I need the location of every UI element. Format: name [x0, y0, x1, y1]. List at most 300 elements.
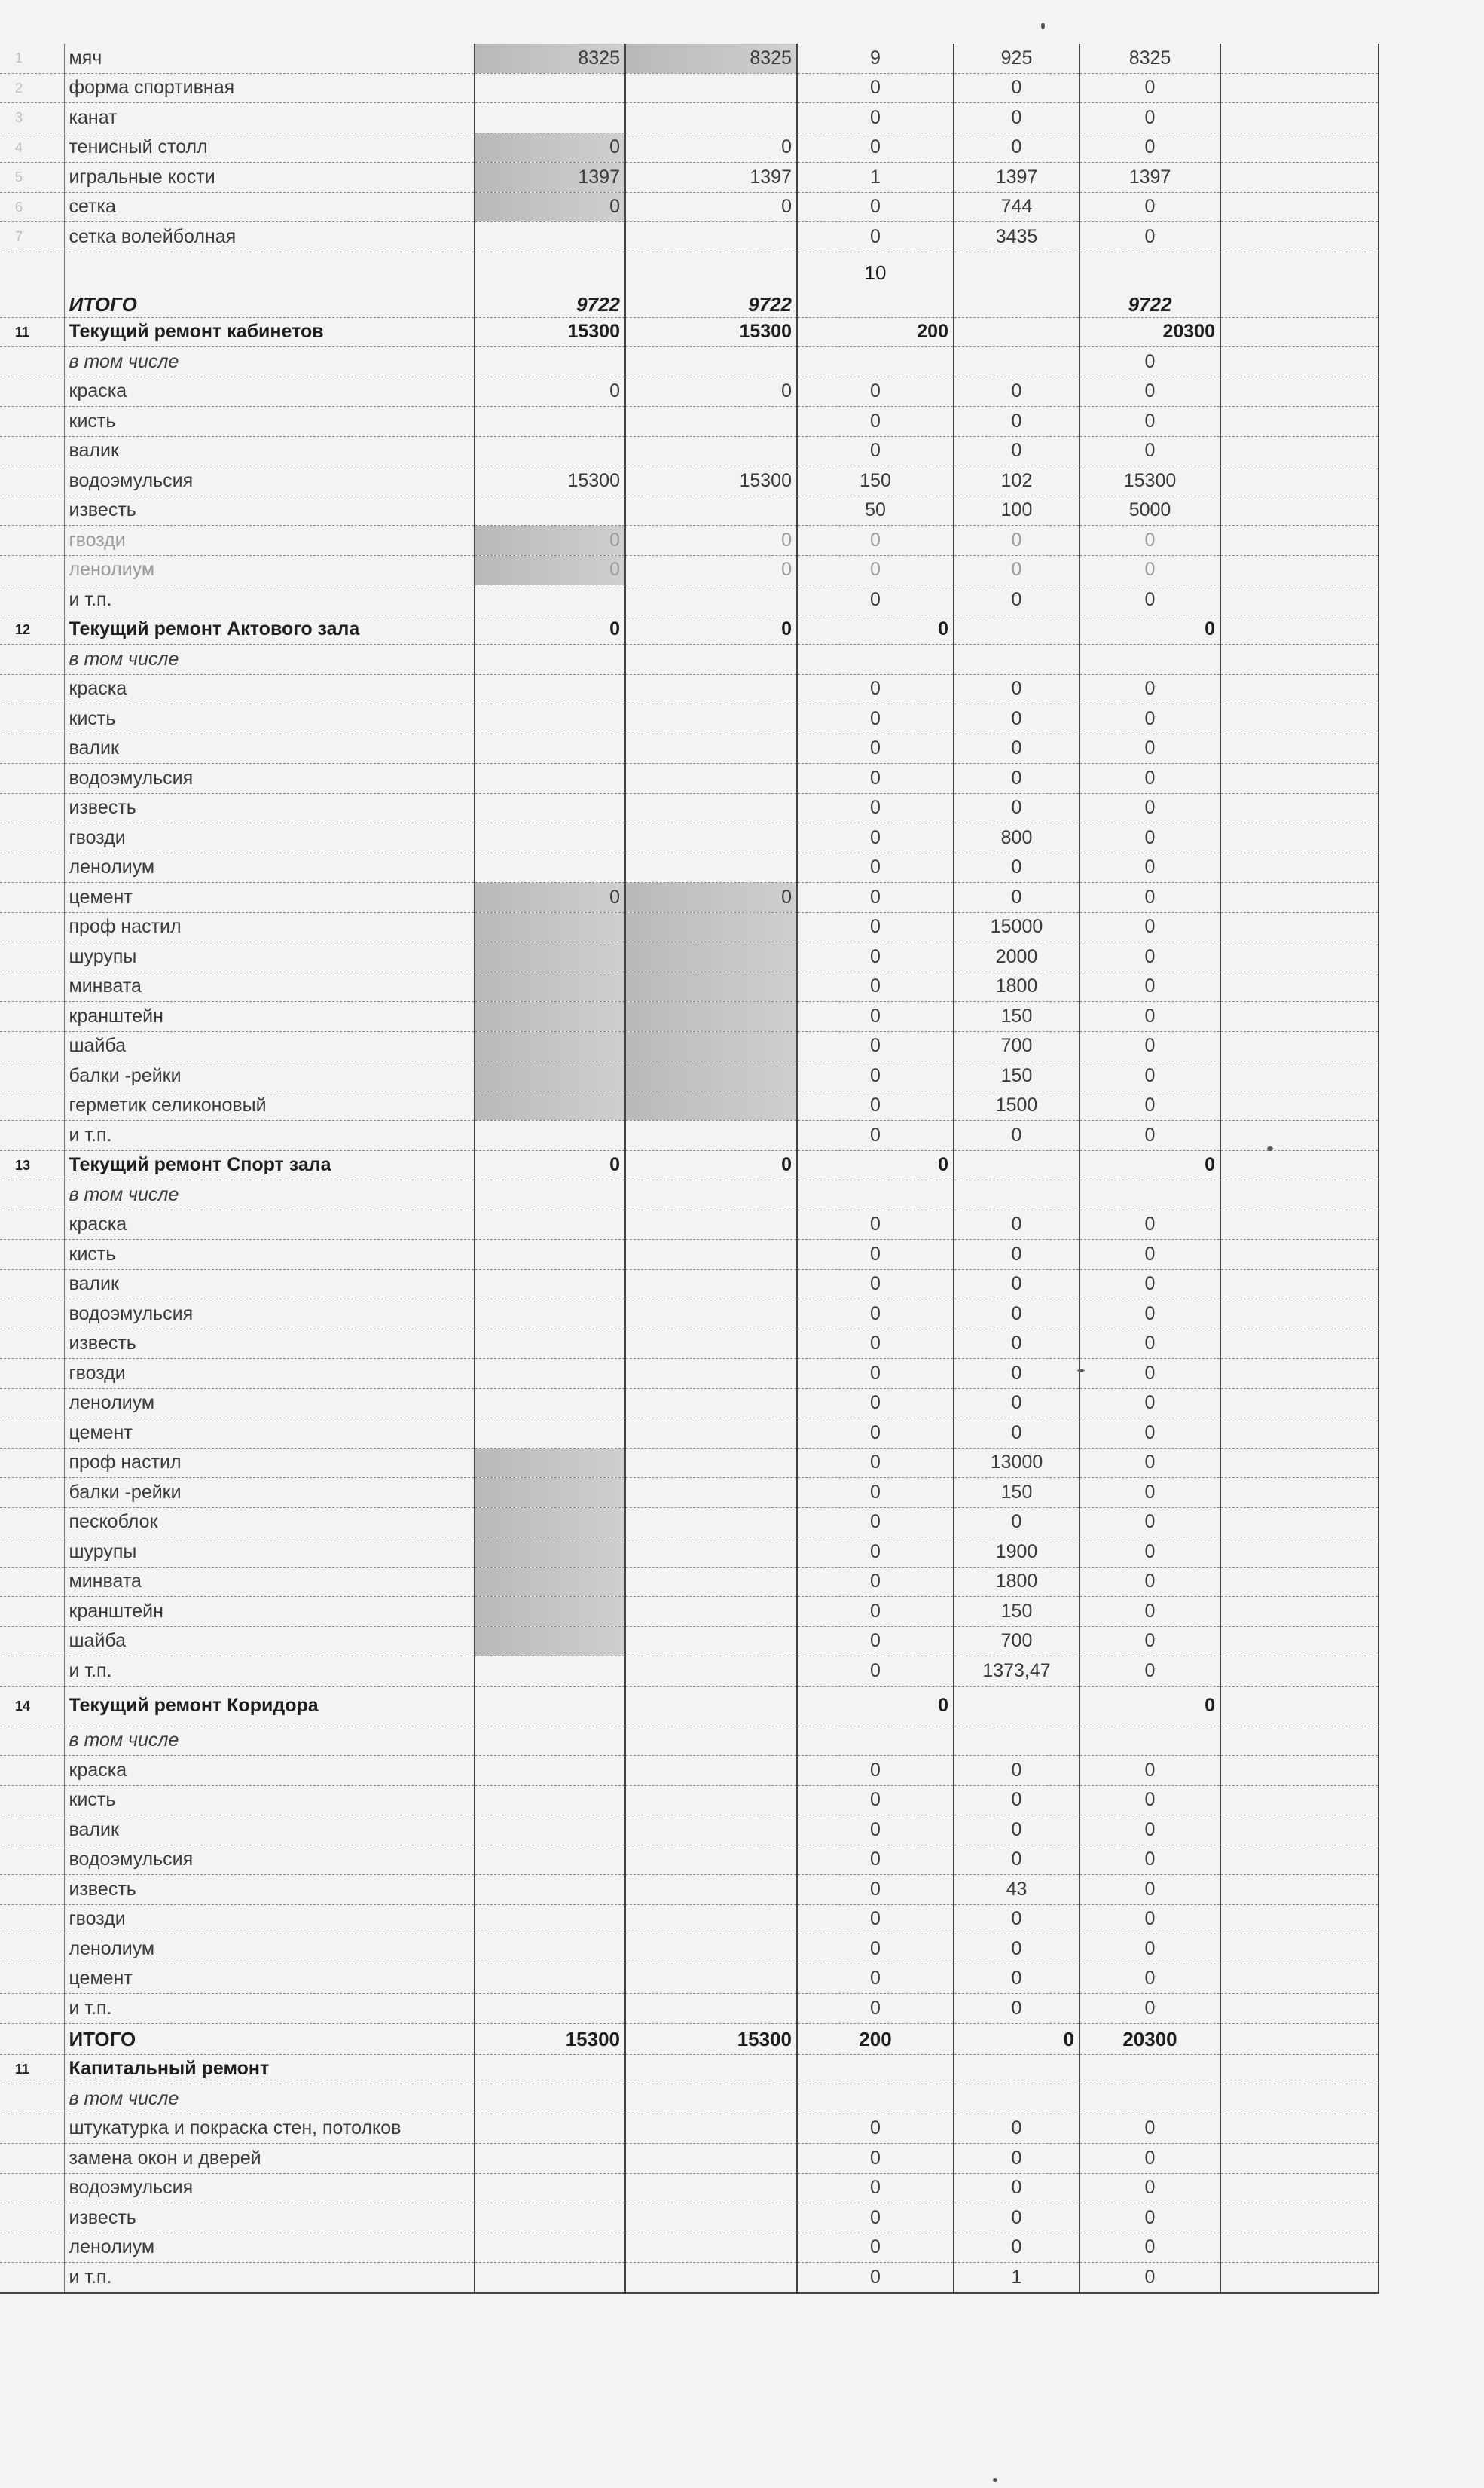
amount-e: 0	[1079, 1418, 1220, 1449]
row-number: 11	[0, 2054, 64, 2084]
empty-cell	[1220, 2114, 1379, 2144]
amount-d: 1900	[954, 1537, 1079, 1568]
amount-a	[475, 1359, 625, 1389]
empty-cell	[1220, 764, 1379, 794]
table-row	[0, 1121, 1379, 1151]
row-name: игральные кости	[64, 163, 475, 193]
amount-b	[625, 1031, 797, 1061]
row-name: краска	[64, 1756, 475, 1786]
row-name: Текущий ремонт Коридора	[64, 1686, 475, 1726]
amount-a	[475, 764, 625, 794]
row-name: ИТОГО	[64, 2023, 475, 2054]
row-number	[0, 1448, 64, 1478]
amount-b	[625, 2054, 797, 2084]
amount-a	[475, 1329, 625, 1359]
amount-d: 1397	[954, 163, 1079, 193]
amount-a	[475, 496, 625, 526]
table-row	[0, 2173, 1379, 2203]
amount-b	[625, 1478, 797, 1508]
amount-e: 0	[1079, 1686, 1220, 1726]
scan-speck	[993, 2478, 997, 2482]
amount-d: 1	[954, 2263, 1079, 2293]
row-name: краска	[64, 674, 475, 704]
amount-b	[625, 2114, 797, 2144]
amount-a	[475, 1686, 625, 1726]
amount-c: 0	[797, 1875, 954, 1905]
amount-a	[475, 1934, 625, 1964]
empty-cell	[1220, 883, 1379, 913]
amount-b: 15300	[625, 2023, 797, 2054]
amount-d: 0	[954, 1269, 1079, 1299]
amount-d: 0	[954, 2233, 1079, 2263]
amount-d	[954, 1686, 1079, 1726]
amount-c: 10	[797, 252, 954, 317]
table-row	[0, 2203, 1379, 2233]
amount-a	[475, 1210, 625, 1240]
amount-c: 0	[797, 2144, 954, 2174]
amount-e: 5000	[1079, 496, 1220, 526]
amount-b	[625, 823, 797, 853]
empty-cell	[1220, 377, 1379, 407]
amount-c	[797, 645, 954, 675]
amount-a: 0	[475, 377, 625, 407]
amount-b	[625, 347, 797, 377]
row-name: балки -рейки	[64, 1061, 475, 1091]
amount-b	[625, 1726, 797, 1756]
amount-c: 200	[797, 317, 954, 347]
row-name: и т.п.	[64, 1994, 475, 2024]
amount-e: 0	[1079, 1567, 1220, 1597]
amount-a	[475, 1964, 625, 1994]
row-number	[0, 496, 64, 526]
row-name: и т.п.	[64, 1121, 475, 1151]
empty-cell	[1220, 73, 1379, 103]
amount-e: 0	[1079, 555, 1220, 585]
amount-c: 0	[797, 1656, 954, 1687]
row-number	[0, 2233, 64, 2263]
amount-e: 8325	[1079, 44, 1220, 73]
amount-b	[625, 73, 797, 103]
amount-b: 8325	[625, 44, 797, 73]
empty-cell	[1220, 1537, 1379, 1568]
amount-e	[1079, 1726, 1220, 1756]
amount-d: 0	[954, 1388, 1079, 1418]
row-number	[0, 2084, 64, 2114]
amount-c: 0	[797, 1329, 954, 1359]
empty-cell	[1220, 1091, 1379, 1121]
amount-a	[475, 1845, 625, 1875]
table-row	[0, 222, 1379, 252]
amount-e: 0	[1079, 1091, 1220, 1121]
row-number	[0, 1875, 64, 1905]
amount-e: 0	[1079, 1061, 1220, 1091]
row-number	[0, 764, 64, 794]
amount-b	[625, 222, 797, 252]
amount-d: 2000	[954, 942, 1079, 972]
row-number	[0, 1269, 64, 1299]
table-row	[0, 1240, 1379, 1270]
row-number	[0, 1994, 64, 2024]
row-number	[0, 1091, 64, 1121]
row-name: валик	[64, 1269, 475, 1299]
amount-b	[625, 2144, 797, 2174]
amount-a: 0	[475, 615, 625, 645]
row-name: кранштейн	[64, 1597, 475, 1627]
amount-b	[625, 1061, 797, 1091]
amount-a	[475, 2233, 625, 2263]
table-row	[0, 377, 1379, 407]
empty-cell	[1220, 1121, 1379, 1151]
amount-b	[625, 1815, 797, 1845]
amount-b	[625, 1934, 797, 1964]
row-name: минвата	[64, 1567, 475, 1597]
expense-table	[0, 44, 1379, 2294]
table-row	[0, 1299, 1379, 1329]
amount-b	[625, 1686, 797, 1726]
row-name: известь	[64, 793, 475, 823]
amount-d: 800	[954, 823, 1079, 853]
amount-e: 0	[1079, 1150, 1220, 1180]
empty-cell	[1220, 734, 1379, 764]
table-row	[0, 1329, 1379, 1359]
amount-e: 0	[1079, 1269, 1220, 1299]
scan-speck	[1267, 1146, 1273, 1151]
amount-a	[475, 1002, 625, 1032]
table-row	[0, 1875, 1379, 1905]
amount-c: 0	[797, 1597, 954, 1627]
amount-c: 0	[797, 942, 954, 972]
amount-c: 0	[797, 1785, 954, 1815]
empty-cell	[1220, 1904, 1379, 1934]
empty-cell	[1220, 823, 1379, 853]
row-number	[0, 1210, 64, 1240]
table-row	[0, 2233, 1379, 2263]
amount-a	[475, 1091, 625, 1121]
amount-c: 0	[797, 133, 954, 163]
row-name: и т.п.	[64, 585, 475, 615]
amount-d: 0	[954, 1904, 1079, 1934]
empty-cell	[1220, 526, 1379, 556]
empty-cell	[1220, 1507, 1379, 1537]
amount-a	[475, 1180, 625, 1210]
amount-c: 0	[797, 1845, 954, 1875]
amount-d: 0	[954, 1964, 1079, 1994]
table-row	[0, 526, 1379, 556]
table-row	[0, 1388, 1379, 1418]
amount-e: 0	[1079, 2144, 1220, 2174]
row-number	[0, 1299, 64, 1329]
amount-c: 0	[797, 73, 954, 103]
row-number	[0, 1031, 64, 1061]
row-number	[0, 1061, 64, 1091]
amount-c: 0	[797, 1626, 954, 1656]
amount-c: 0	[797, 555, 954, 585]
amount-a	[475, 2054, 625, 2084]
amount-e: 0	[1079, 526, 1220, 556]
amount-b	[625, 1448, 797, 1478]
amount-c: 0	[797, 1359, 954, 1389]
row-name: краска	[64, 377, 475, 407]
amount-a	[475, 972, 625, 1002]
amount-e: 0	[1079, 734, 1220, 764]
amount-c: 0	[797, 1537, 954, 1568]
amount-d: 1373,47	[954, 1656, 1079, 1687]
amount-d	[954, 252, 1079, 317]
amount-b	[625, 1210, 797, 1240]
amount-d: 0	[954, 585, 1079, 615]
amount-b	[625, 1002, 797, 1032]
amount-d: 0	[954, 1756, 1079, 1786]
amount-a: 0	[475, 1150, 625, 1180]
empty-cell	[1220, 853, 1379, 883]
amount-e: 0	[1079, 853, 1220, 883]
empty-cell	[1220, 912, 1379, 942]
table-row	[0, 793, 1379, 823]
amount-d: 43	[954, 1875, 1079, 1905]
row-name: кисть	[64, 1785, 475, 1815]
row-name: гвозди	[64, 1904, 475, 1934]
row-name: пескоблок	[64, 1507, 475, 1537]
amount-c: 0	[797, 1478, 954, 1508]
amount-d: 102	[954, 466, 1079, 496]
row-name: шайба	[64, 1031, 475, 1061]
row-number	[0, 1815, 64, 1845]
amount-a	[475, 1815, 625, 1845]
table-row	[0, 317, 1379, 347]
amount-d: 0	[954, 1210, 1079, 1240]
row-number	[0, 407, 64, 437]
amount-d: 0	[954, 2203, 1079, 2233]
amount-d: 0	[954, 1329, 1079, 1359]
table-row	[0, 436, 1379, 466]
amount-b: 0	[625, 615, 797, 645]
amount-e: 0	[1079, 1002, 1220, 1032]
amount-d: 0	[954, 2173, 1079, 2203]
amount-a	[475, 1121, 625, 1151]
row-name: мяч	[64, 44, 475, 73]
table-row	[0, 1091, 1379, 1121]
empty-cell	[1220, 793, 1379, 823]
amount-b: 0	[625, 192, 797, 222]
table-row	[0, 1031, 1379, 1061]
amount-a: 15300	[475, 317, 625, 347]
row-name: водоэмульсия	[64, 764, 475, 794]
amount-e: 0	[1079, 1359, 1220, 1389]
amount-c: 0	[797, 1031, 954, 1061]
amount-c: 0	[797, 222, 954, 252]
amount-e: 0	[1079, 1240, 1220, 1270]
amount-b: 0	[625, 377, 797, 407]
amount-e: 15300	[1079, 466, 1220, 496]
amount-b	[625, 734, 797, 764]
row-number	[0, 1656, 64, 1687]
amount-a: 0	[475, 526, 625, 556]
amount-d: 1800	[954, 1567, 1079, 1597]
empty-cell	[1220, 1061, 1379, 1091]
amount-d: 15000	[954, 912, 1079, 942]
amount-e: 0	[1079, 103, 1220, 133]
empty-cell	[1220, 1875, 1379, 1905]
row-name: и т.п.	[64, 1656, 475, 1687]
amount-c: 0	[797, 1091, 954, 1121]
amount-c: 0	[797, 1815, 954, 1845]
empty-cell	[1220, 466, 1379, 496]
row-number: 1	[0, 44, 64, 73]
amount-b	[625, 585, 797, 615]
row-name: форма спортивная	[64, 73, 475, 103]
amount-b: 0	[625, 526, 797, 556]
amount-d	[954, 1726, 1079, 1756]
row-number	[0, 1845, 64, 1875]
table-row	[0, 1150, 1379, 1180]
table-row	[0, 407, 1379, 437]
empty-cell	[1220, 163, 1379, 193]
amount-b	[625, 1626, 797, 1656]
amount-c: 0	[797, 1388, 954, 1418]
empty-cell	[1220, 1845, 1379, 1875]
amount-e: 0	[1079, 1934, 1220, 1964]
amount-c: 0	[797, 853, 954, 883]
amount-d: 0	[954, 1359, 1079, 1389]
row-number	[0, 1359, 64, 1389]
row-name: валик	[64, 734, 475, 764]
row-name: известь	[64, 1875, 475, 1905]
amount-c: 0	[797, 704, 954, 734]
row-name: балки -рейки	[64, 1478, 475, 1508]
row-name: ленолиум	[64, 853, 475, 883]
amount-c: 9	[797, 44, 954, 73]
row-number	[0, 912, 64, 942]
amount-e: 0	[1079, 1329, 1220, 1359]
row-number	[0, 585, 64, 615]
amount-e: 0	[1079, 1656, 1220, 1687]
amount-c: 0	[797, 1686, 954, 1726]
amount-e: 0	[1079, 1031, 1220, 1061]
row-number	[0, 1934, 64, 1964]
amount-b	[625, 853, 797, 883]
row-number	[0, 1756, 64, 1786]
row-number	[0, 2114, 64, 2144]
table-row	[0, 1845, 1379, 1875]
row-name: в том числе	[64, 1180, 475, 1210]
amount-e: 0	[1079, 883, 1220, 913]
amount-a	[475, 1785, 625, 1815]
empty-cell	[1220, 407, 1379, 437]
amount-a	[475, 2173, 625, 2203]
amount-c: 0	[797, 1964, 954, 1994]
amount-b: 15300	[625, 317, 797, 347]
amount-b	[625, 1240, 797, 1270]
amount-c: 0	[797, 1756, 954, 1786]
amount-b: 9722	[625, 252, 797, 317]
amount-c: 0	[797, 2114, 954, 2144]
amount-e: 0	[1079, 133, 1220, 163]
amount-c: 0	[797, 377, 954, 407]
amount-c: 0	[797, 2233, 954, 2263]
row-name: ленолиум	[64, 1388, 475, 1418]
amount-a	[475, 1726, 625, 1756]
row-number	[0, 972, 64, 1002]
amount-c: 0	[797, 1448, 954, 1478]
amount-d: 0	[954, 2144, 1079, 2174]
row-name: в том числе	[64, 347, 475, 377]
row-number	[0, 1388, 64, 1418]
row-number	[0, 1418, 64, 1449]
table-row	[0, 2084, 1379, 2114]
amount-b	[625, 103, 797, 133]
empty-cell	[1220, 674, 1379, 704]
row-name: шурупы	[64, 942, 475, 972]
amount-b	[625, 1269, 797, 1299]
empty-cell	[1220, 1815, 1379, 1845]
amount-c: 0	[797, 1150, 954, 1180]
amount-e: 0	[1079, 1626, 1220, 1656]
table-row	[0, 103, 1379, 133]
table-row	[0, 133, 1379, 163]
amount-e: 0	[1079, 972, 1220, 1002]
amount-c: 0	[797, 2173, 954, 2203]
amount-d: 13000	[954, 1448, 1079, 1478]
amount-a	[475, 2263, 625, 2293]
row-number	[0, 2144, 64, 2174]
amount-e: 0	[1079, 1121, 1220, 1151]
row-name: проф настил	[64, 1448, 475, 1478]
amount-b	[625, 674, 797, 704]
amount-a	[475, 1299, 625, 1329]
empty-cell	[1220, 103, 1379, 133]
amount-c: 0	[797, 823, 954, 853]
amount-e: 0	[1079, 192, 1220, 222]
amount-c: 150	[797, 466, 954, 496]
amount-d: 0	[954, 73, 1079, 103]
row-name: в том числе	[64, 2084, 475, 2114]
amount-d	[954, 1150, 1079, 1180]
empty-cell	[1220, 2054, 1379, 2084]
amount-e: 0	[1079, 615, 1220, 645]
amount-b	[625, 1845, 797, 1875]
row-name: сетка волейболная	[64, 222, 475, 252]
amount-d: 0	[954, 436, 1079, 466]
table-row	[0, 1002, 1379, 1032]
amount-a	[475, 2084, 625, 2114]
table-row	[0, 912, 1379, 942]
amount-a: 0	[475, 555, 625, 585]
row-number	[0, 1240, 64, 1270]
empty-cell	[1220, 1934, 1379, 1964]
row-name: цемент	[64, 883, 475, 913]
amount-e: 20300	[1079, 317, 1220, 347]
row-name: шайба	[64, 1626, 475, 1656]
amount-b	[625, 704, 797, 734]
amount-c: 0	[797, 912, 954, 942]
amount-c: 0	[797, 1299, 954, 1329]
empty-cell	[1220, 645, 1379, 675]
row-number	[0, 1478, 64, 1508]
table-row	[0, 853, 1379, 883]
amount-a	[475, 1537, 625, 1568]
amount-e: 0	[1079, 1507, 1220, 1537]
row-number	[0, 347, 64, 377]
table-row	[0, 1656, 1379, 1687]
row-number	[0, 2203, 64, 2233]
amount-b	[625, 2263, 797, 2293]
amount-a	[475, 407, 625, 437]
table-row	[0, 2114, 1379, 2144]
amount-a	[475, 674, 625, 704]
table-row	[0, 615, 1379, 645]
amount-e	[1079, 645, 1220, 675]
empty-cell	[1220, 317, 1379, 347]
